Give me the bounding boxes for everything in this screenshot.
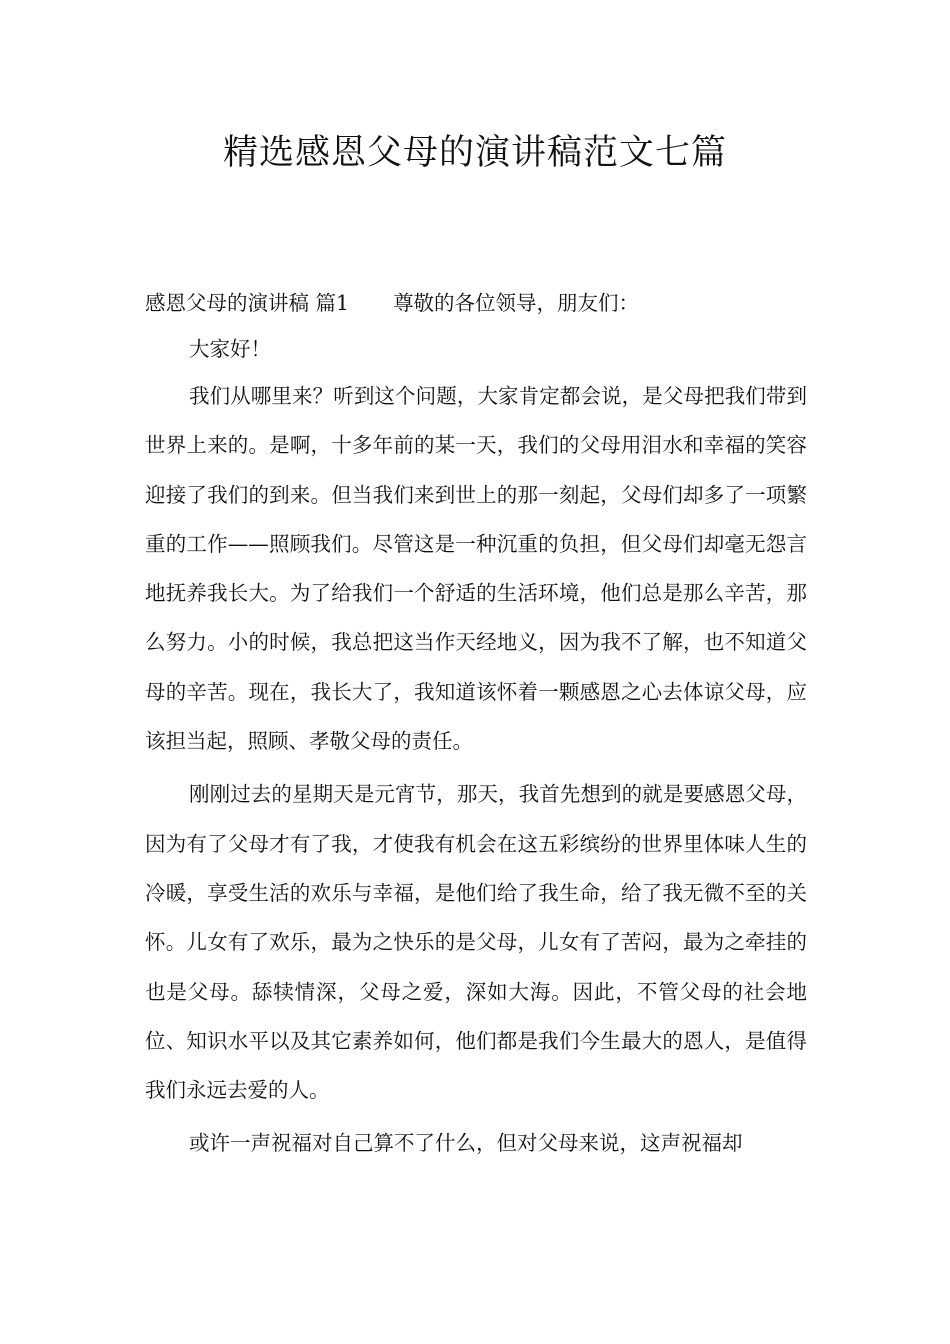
salutation: 尊敬的各位领导，朋友们： [393,291,640,315]
paragraph-2: 刚刚过去的星期天是元宵节，那天，我首先想到的就是要感恩父母，因为有了父母才有了我，才使我有机会在这五彩缤纷的世界里体味人生的冷暖，享受生活的欢乐与幸福，是他们给了我生命，给了我无微不至的关怀。儿女有了欢乐，最为之快乐的是父母，儿女有了苦闷，最为之牵挂的也是父母。舔犊情深，父母之爱，深如大海。因此，不管父母的社会地位、知识水平以及其它素养如何，他们都是我们今生最大的恩人，是值得我们永远去爱的人。 [145,782,807,1103]
document-title: 精选感恩父母的演讲稿范文七篇 [222,133,727,173]
paragraph-1: 我们从哪里来？听到这个问题，大家肯定都会说，是父母把我们带到世界上来的。是啊，十多年前的某一天，我们的父母用泪水和幸福的笑容迎接了我们的到来。但当我们来到世上的那一刻起，父母们却多了一项繁重的工作——照顾我们。尽管这是一种沉重的负担，但父母们却毫无怨言地抚养我长大。为了给我们一个舒适的生活环境，他们总是那么辛苦，那么努力。小的时候，我总把这当作天经地义，因为我不了解，也不知道父母的辛苦。现在，我长大了，我知道该怀着一颗感恩之心去体谅父母，应该担当起，照顾、孝敬父母的责任。 [145,384,807,754]
paragraph-3: 或许一声祝福对自己算不了什么，但对父母来说，这声祝福却 [189,1131,743,1156]
section-heading-line [145,280,807,326]
section-heading: 感恩父母的演讲稿 篇1 [145,291,350,315]
greeting: 大家好！ [189,337,271,361]
document-body [145,280,807,1173]
